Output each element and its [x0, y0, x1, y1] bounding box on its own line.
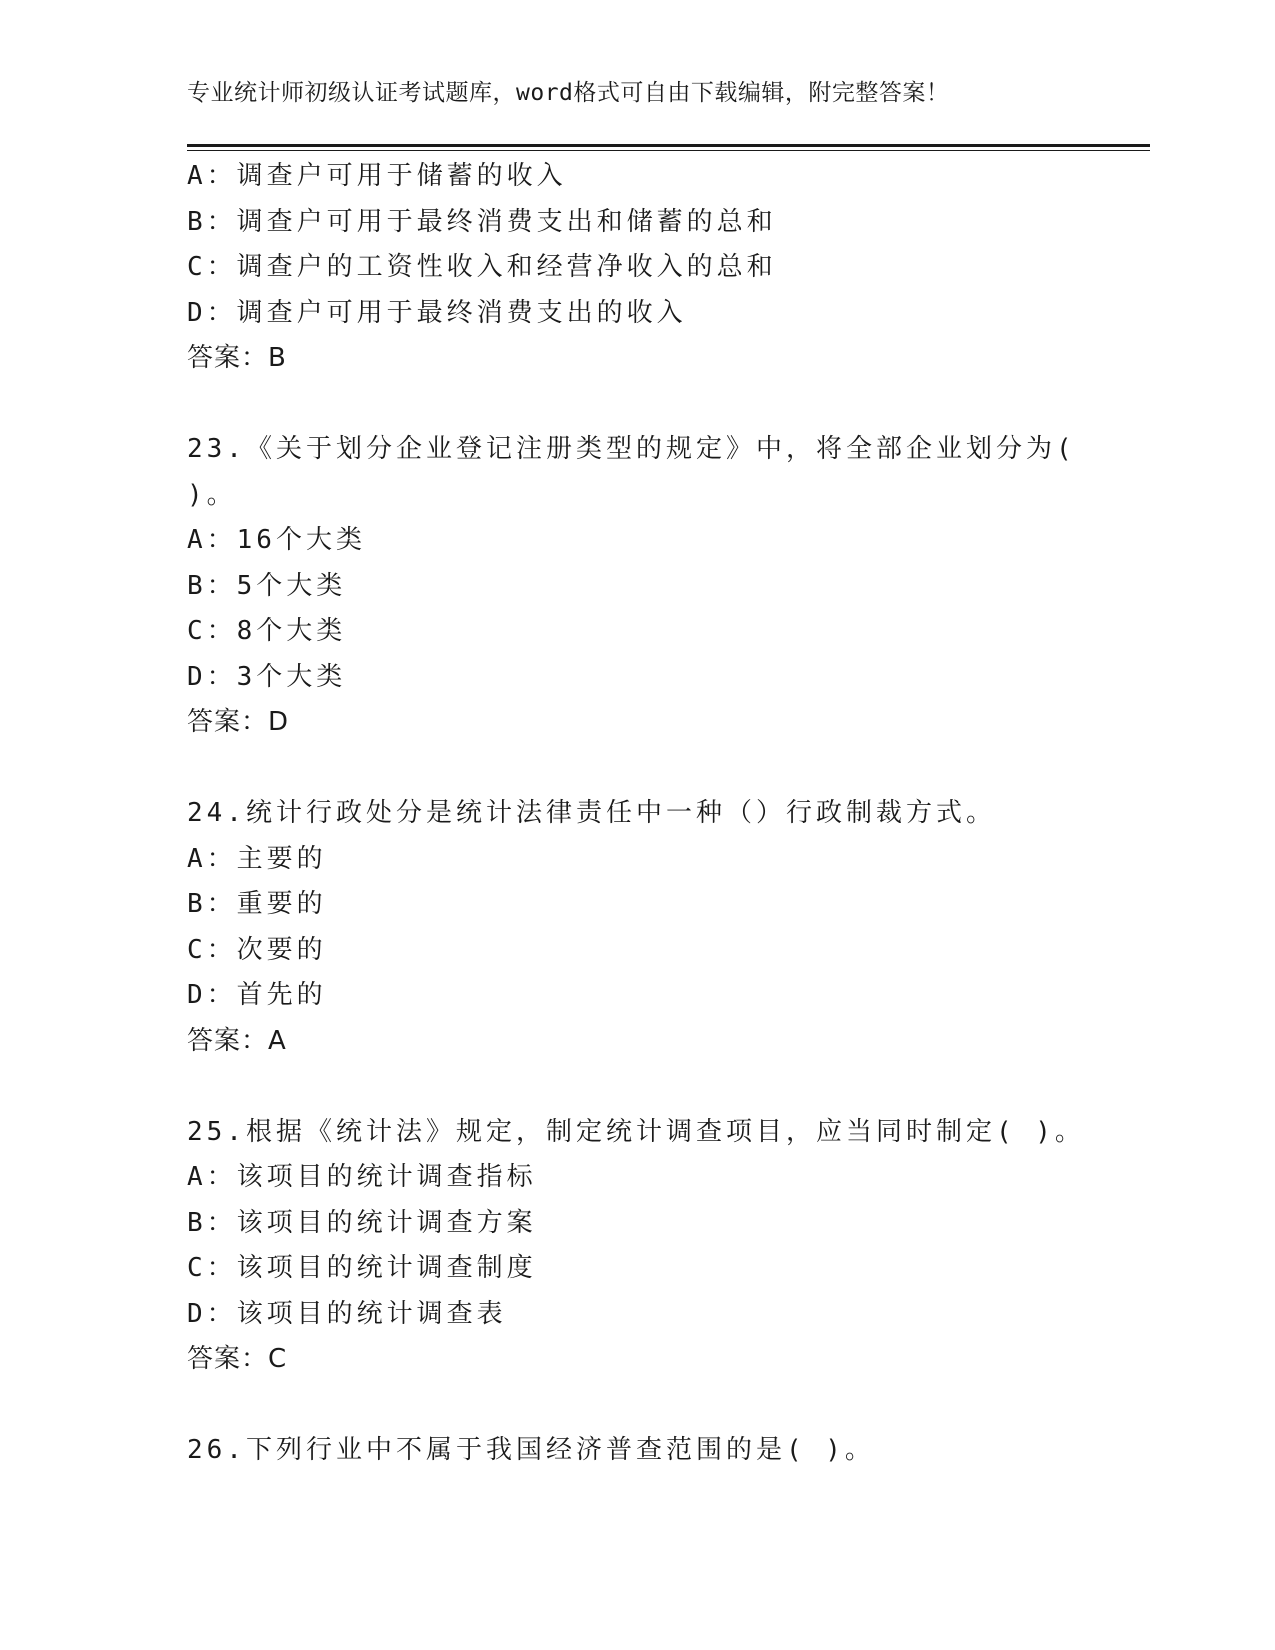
option-a: A：主要的	[187, 843, 327, 874]
option-b: B：该项目的统计调查方案	[187, 1207, 537, 1238]
question-22-continued	[187, 154, 1087, 382]
option-c: C：调查户的工资性收入和经营净收入的总和	[187, 252, 777, 282]
option-d: D：调查户可用于最终消费支出的收入	[187, 297, 687, 328]
question-stem: 25.根据《统计法》规定，制定统计调查项目，应当同时制定( )。	[187, 1116, 1085, 1147]
option-a: A：16个大类	[187, 525, 366, 555]
question-26	[187, 1428, 1087, 1474]
option-b: B：重要的	[187, 889, 327, 919]
answer: 答案：D	[187, 707, 290, 737]
question-23	[187, 427, 1087, 746]
option-a: A：调查户可用于储蓄的收入	[187, 161, 567, 191]
option-c: C：次要的	[187, 934, 327, 965]
option-d: D：首先的	[187, 980, 327, 1010]
option-c: C：8个大类	[187, 616, 347, 646]
question-stem: 24.统计行政处分是统计法律责任中一种（）行政制裁方式。	[187, 798, 996, 828]
question-25	[187, 1110, 1087, 1383]
option-c: C：该项目的统计调查制度	[187, 1253, 537, 1283]
option-b: B：调查户可用于最终消费支出和储蓄的总和	[187, 206, 777, 237]
page-header: 专业统计师初级认证考试题库，word格式可自由下载编辑，附完整答案！	[187, 80, 950, 106]
option-d: D：该项目的统计调查表	[187, 1298, 507, 1329]
question-list	[187, 154, 1087, 1474]
question-stem: 23.《关于划分企业登记注册类型的规定》中，将全部企业划分为(	[187, 434, 1076, 464]
answer: 答案：B	[187, 343, 287, 373]
question-stem: 26.下列行业中不属于我国经济普查范围的是( )。	[187, 1435, 875, 1465]
answer: 答案：A	[187, 1025, 287, 1056]
header-rule-thin	[187, 150, 1150, 151]
option-a: A：该项目的统计调查指标	[187, 1162, 537, 1192]
option-b: B：5个大类	[187, 570, 347, 601]
header-rule-thick	[187, 144, 1150, 147]
question-24	[187, 791, 1087, 1064]
answer: 答案：C	[187, 1344, 288, 1374]
question-stem-continued: )。	[187, 479, 237, 510]
option-d: D：3个大类	[187, 661, 347, 692]
